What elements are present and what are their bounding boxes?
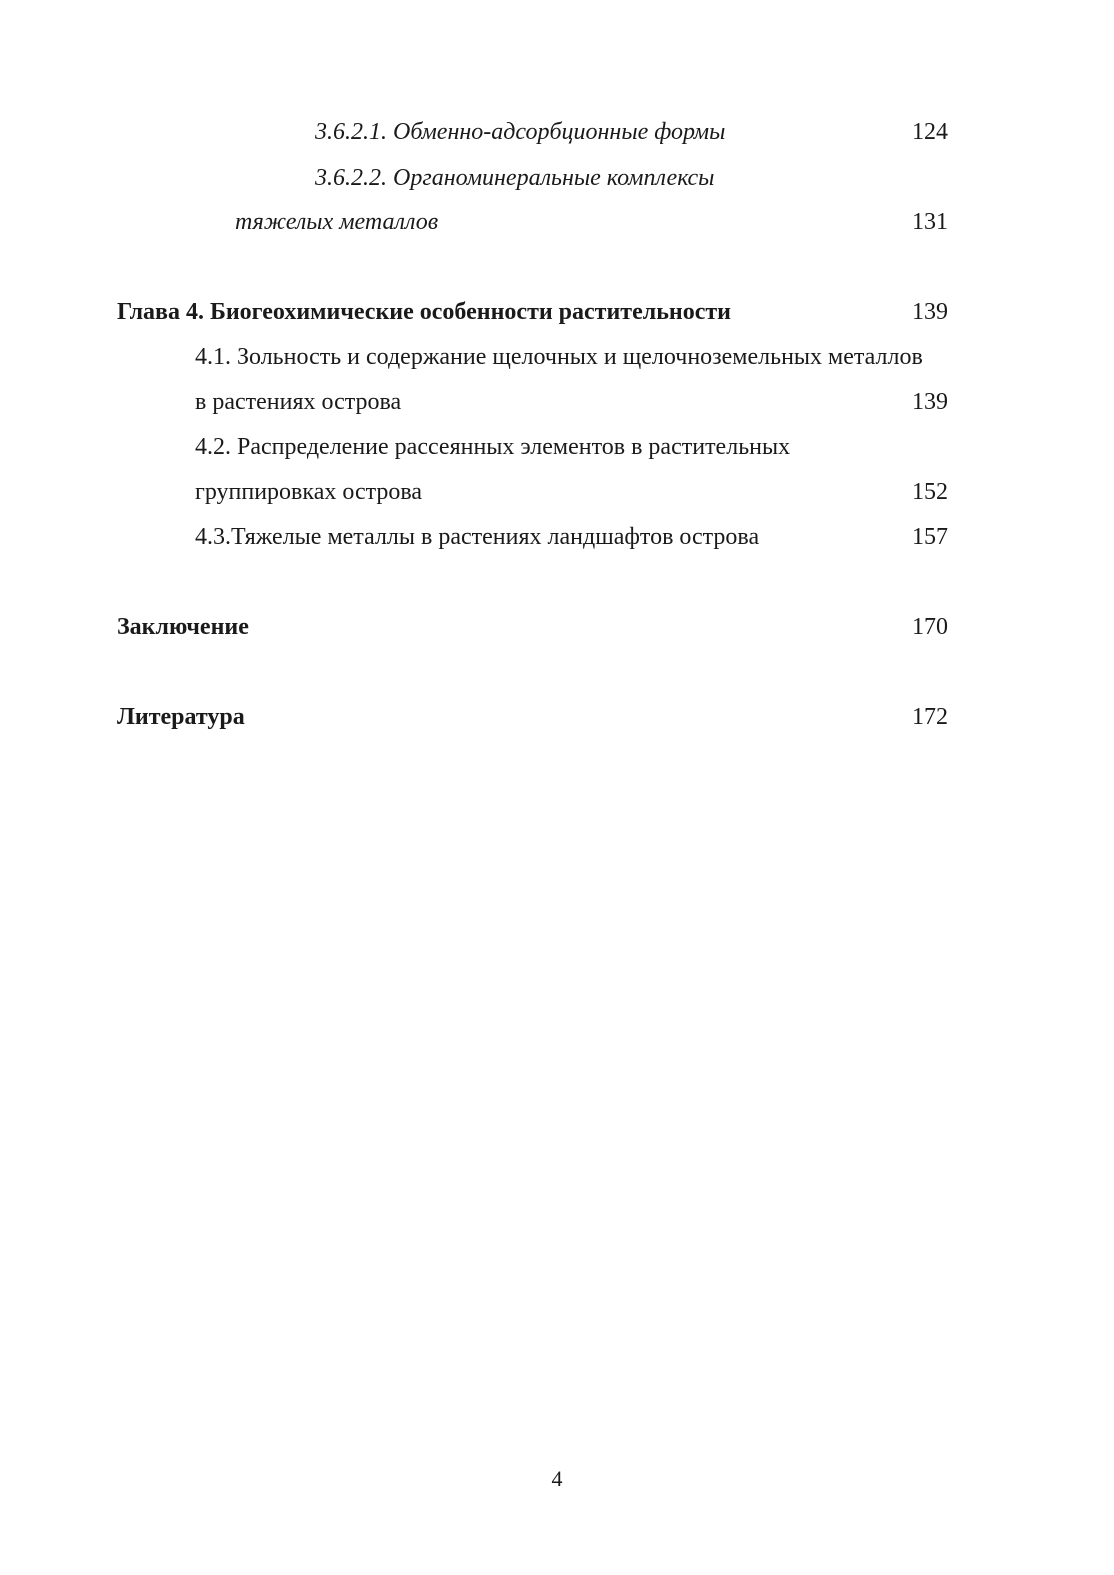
toc-entry-title-line1: 4.2. Распределение рассеянных элементов в растительных <box>195 434 791 460</box>
toc-entry-title-line2: группировках острова <box>195 479 423 505</box>
toc-entry-page: 124 <box>912 119 948 145</box>
toc-entry-page: 157 <box>912 524 948 550</box>
toc-literature-page: 172 <box>912 704 948 730</box>
toc-entry-title-line1: 4.1. Зольность и содержание щелочных и щелочноземельных металлов <box>195 344 923 370</box>
toc-entry-title-line2: тяжелых металлов <box>235 209 439 235</box>
toc-entry-title-line2: в растениях острова <box>195 389 402 415</box>
toc-conclusion-title: Заключение <box>117 614 249 640</box>
toc-entry-title: 4.3.Тяжелые металлы в растениях ландшафтов острова <box>195 524 760 550</box>
toc-entry-title: 3.6.2.1. Обменно-адсорбционные формы <box>315 119 726 145</box>
toc-entry-page: 152 <box>912 479 948 505</box>
toc-chapter-page: 139 <box>912 299 948 325</box>
toc-conclusion-page: 170 <box>912 614 948 640</box>
toc-chapter-title: Глава 4. Биогеохимические особенности растительности <box>117 299 731 325</box>
toc-entry-page: 131 <box>912 209 948 235</box>
toc-literature-title: Литература <box>117 704 245 730</box>
toc-entry-title-line1: 3.6.2.2. Органоминеральные комплексы <box>315 165 715 191</box>
toc-entry-page: 139 <box>912 389 948 415</box>
page-number: 4 <box>551 1466 563 1491</box>
